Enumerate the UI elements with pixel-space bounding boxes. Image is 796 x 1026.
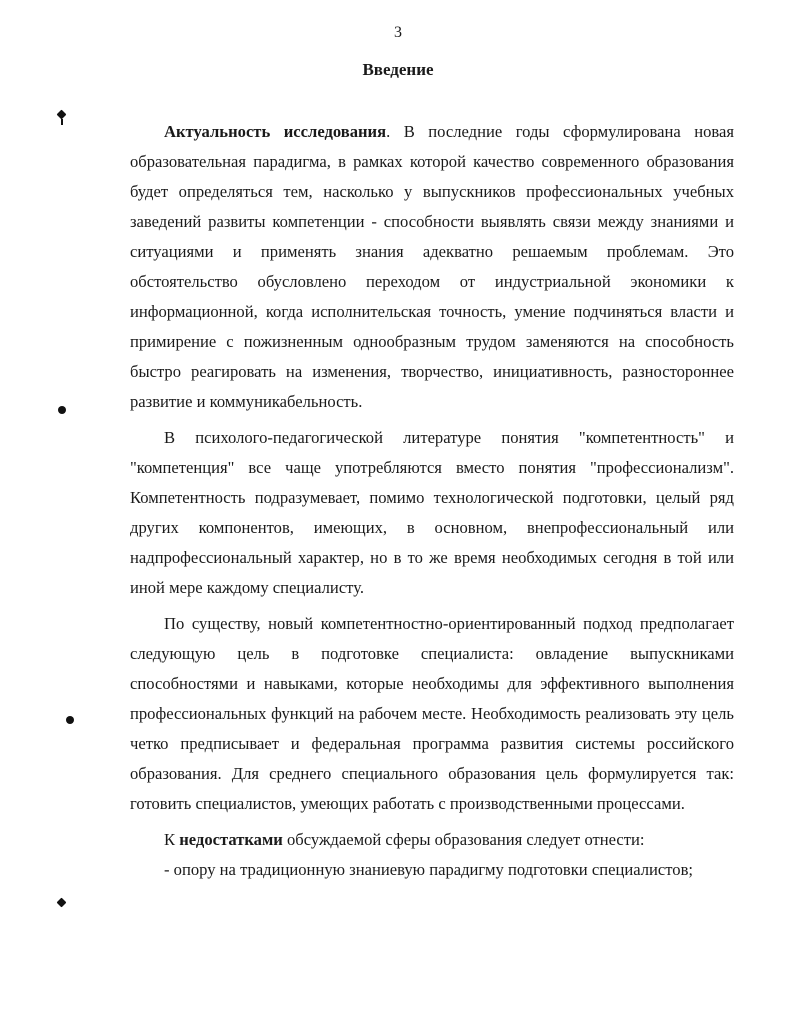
shortcomings-suffix: обсуждаемой сферы образования следует отнести: — [282, 830, 645, 849]
margin-mark-3 — [66, 716, 74, 724]
paragraph-relevance — [130, 117, 734, 417]
shortcomings-keyword: недостатками — [179, 830, 283, 849]
margin-mark-1-tail — [61, 119, 63, 125]
paragraph-shortcomings — [130, 825, 734, 855]
paragraph-competence: В психолого-педагогической литературе понятия "компетентность" и "компетенция" все чаще употребляются вместо понятия "профессионализм". Компетентность подразумевает, помимо технологической подготовки, целый ряд других компонентов, имеющих, в основном, внепрофессиональный или надпрофессиональный характер, но в то же время необходимых сегодня в той или иной мере каждому специалисту. — [130, 428, 734, 597]
document-body — [130, 117, 734, 885]
relevance-heading: Актуальность исследования — [164, 122, 387, 141]
margin-mark-2 — [58, 406, 66, 414]
shortcomings-prefix: К — [164, 830, 180, 849]
paragraph-approach: По существу, новый компетентностно-ориентированный подход предполагает следующую цель в подготовке специалиста: овладение выпускниками способностями и навыками, которые необходимы для эффективного выполнения профессиональных функций на рабочем месте. Необходимость реализовать эту цель четко предписывает и федеральная программа развития системы российского образования. Для среднего специального образования цель формулируется так: готовить специалистов, умеющих работать с производственными процессами. — [130, 614, 734, 813]
page-title: Введение — [362, 60, 434, 79]
page-number: 3 — [394, 24, 402, 41]
margin-mark-4 — [57, 898, 67, 908]
relevance-text: . В последние годы сформулирована новая образовательная парадигма, в рамках которой качество современного образования будет определяться тем, насколько у выпускников профессиональных учебных заведений развиты компетенции - способности выявлять связи между знаниями и ситуациями и применять знания адекватно решаемым проблемам. Это обстоятельство обусловлено переходом от индустриальной экономики к информационной, когда исполнительская точность, умение подчиняться власти и примирение с пожизненным однообразным трудом заменяются на способность быстро реагировать на изменения, творчество, инициативность, разностороннее развитие и коммуникабельность. — [130, 122, 735, 411]
margin-mark-1 — [57, 110, 67, 120]
list-item-1: - опору на традиционную знаниевую парадигму подготовки специалистов; — [164, 860, 694, 879]
